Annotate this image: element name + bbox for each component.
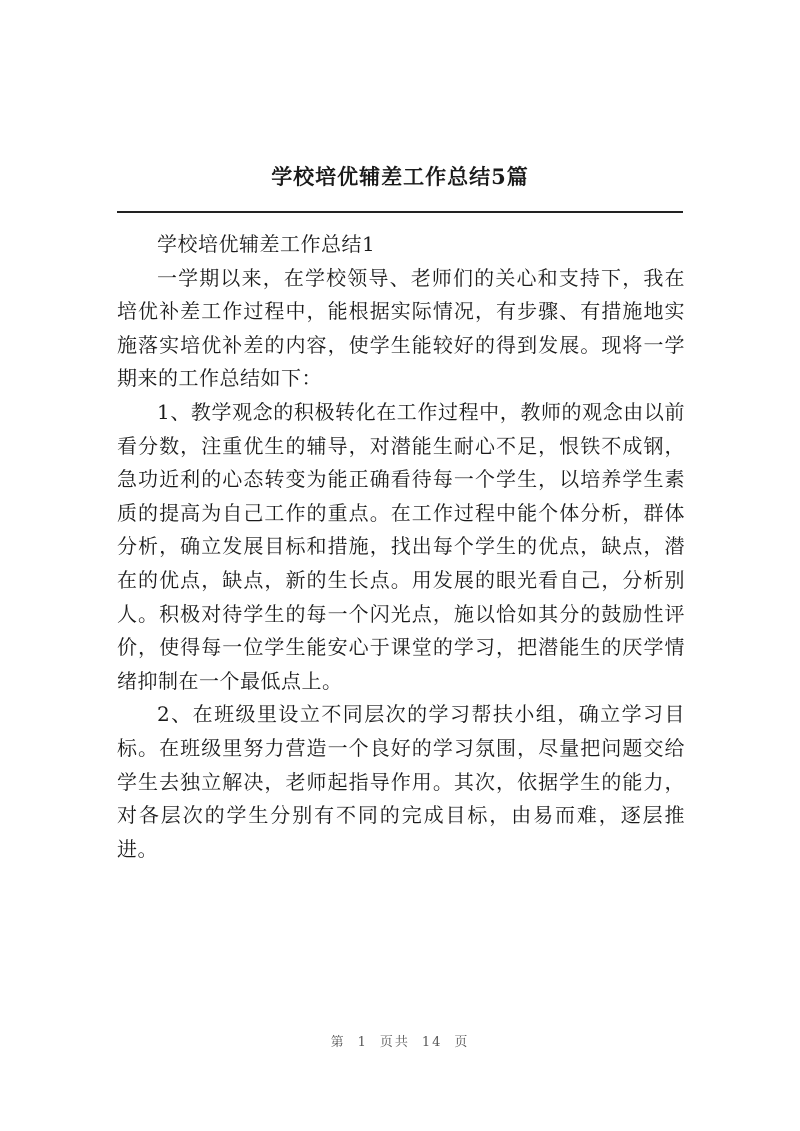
page-footer (0, 1031, 800, 1050)
section-heading: 学校培优辅差工作总结1 (157, 232, 376, 256)
title-divider (117, 211, 683, 213)
footer-prefix: 第 (330, 1035, 346, 1050)
footer-suffix: 页 (454, 1035, 470, 1050)
paragraph-point-1: 1、教学观念的积极转化在工作过程中，教师的观念由以前看分数，注重优生的辅导，对潜能生耐心不足，恨铁不成钢，急功近利的心态转变为能正确看待每一个学生，以培养学生素质的提高为自己工作的重点。在工作过程中能个体分析，群体分析，确立发展目标和措施，找出每个学生的优点，缺点，潜在的优点，缺点，新的生长点。用发展的眼光看自己，分析别人。积极对待学生的每一个闪光点，施以恰如其分的鼓励性评价，使得每一位学生能安心于课堂的学习，把潜能生的厌学情绪抑制在一个最低点上。 (117, 399, 685, 693)
paragraph-intro: 一学期以来，在学校领导、老师们的关心和支持下，我在培优补差工作过程中，能根据实际情况，有步骤、有措施地实施落实培优补差的内容，使学生能较好的得到发展。现将一学期来的工作总结如下： (117, 265, 685, 391)
document-body (117, 228, 685, 866)
document-title: 学校培优辅差工作总结5篇 (271, 164, 529, 189)
paragraph-point-2: 2、在班级里设立不同层次的学习帮扶小组，确立学习目标。在班级里努力营造一个良好的学习氛围，尽量把问题交给学生去独立解决，老师起指导作用。其次，依据学生的能力，对各层次的学生分别有不同的完成目标，由易而难，逐层推进。 (117, 702, 685, 861)
footer-middle: 页共 (379, 1035, 410, 1050)
footer-current-page: 1 (357, 1035, 368, 1050)
footer-total-pages: 14 (421, 1035, 443, 1050)
